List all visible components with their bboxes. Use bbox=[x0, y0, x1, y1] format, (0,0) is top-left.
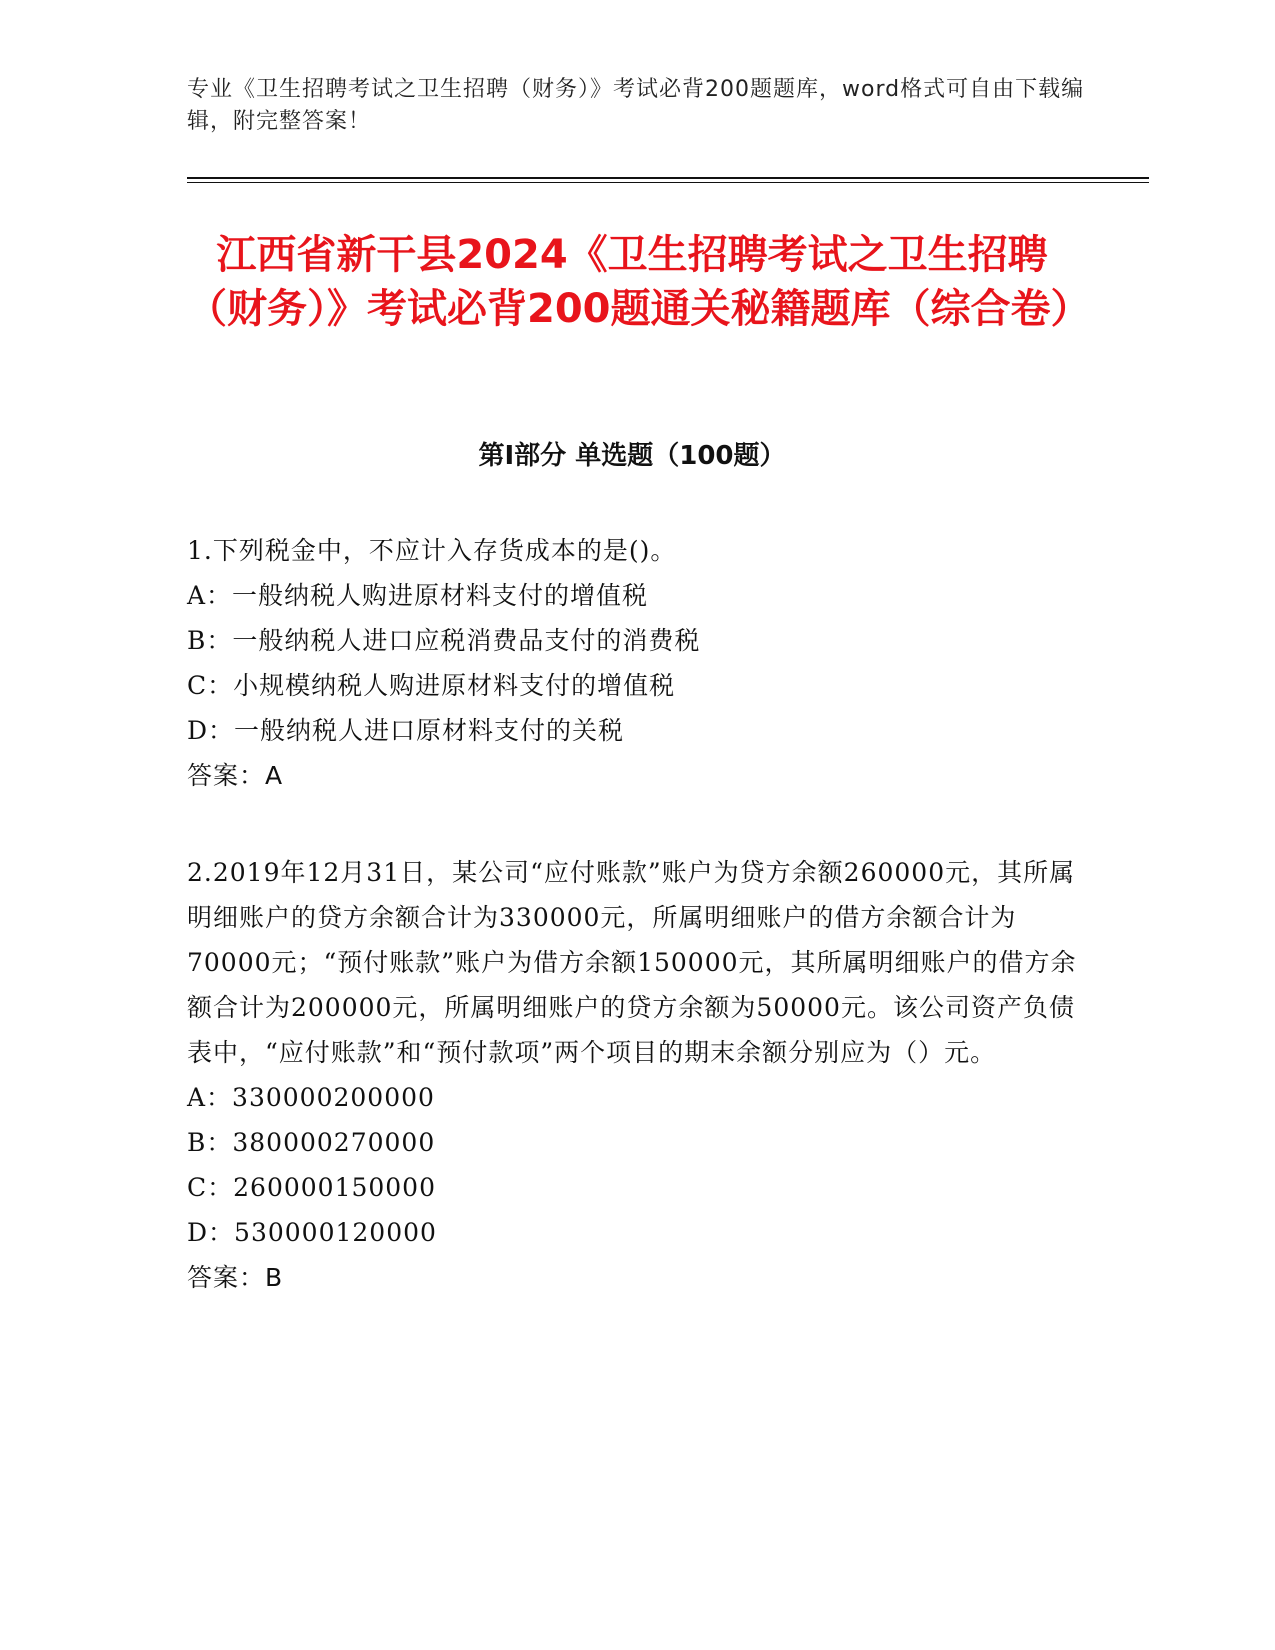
option-b: B：一般纳税人进口应税消费品支付的消费税 bbox=[187, 626, 701, 655]
option-c: C：小规模纳税人购进原材料支付的增值税 bbox=[187, 671, 676, 700]
option-d: D：530000120000 bbox=[187, 1218, 437, 1247]
option-a: A：一般纳税人购进原材料支付的增值税 bbox=[187, 581, 649, 610]
answer: 答案：A bbox=[187, 761, 284, 790]
question-list bbox=[187, 528, 1077, 1352]
header-rule-thick bbox=[187, 177, 1149, 179]
section-heading: 第Ⅰ部分 单选题（100题） bbox=[478, 441, 786, 471]
question-2 bbox=[187, 850, 1077, 1300]
option-c: C：260000150000 bbox=[187, 1173, 436, 1202]
option-d: D：一般纳税人进口原材料支付的关税 bbox=[187, 716, 625, 745]
header-note: 专业《卫生招聘考试之卫生招聘（财务）》考试必背200题题库，word格式可自由下载编辑，附完整答案！ bbox=[187, 77, 1085, 134]
header-rule-thin bbox=[187, 182, 1149, 183]
question-stem: 2.2019年12月31日，某公司“应付账款”账户为贷方余额260000元，其所属明细账户的贷方余额合计为330000元，所属明细账户的借方余额合计为70000元；“预付账款”账户为借方余额150000元，其所属明细账户的借方余额合计为200000元，所属明细账户的贷方余额为50000元。该公司资产负债表中，“应付账款”和“预付款项”两个项目的期末余额分别应为（）元。 bbox=[187, 858, 1077, 1067]
option-b: B：380000270000 bbox=[187, 1128, 436, 1157]
option-a: A：330000200000 bbox=[187, 1083, 435, 1112]
answer: 答案：B bbox=[187, 1263, 284, 1292]
document-title: 江西省新干县2024《卫生招聘考试之卫生招聘（财务）》考试必背200题通关秘籍题库（综合卷） bbox=[187, 232, 1091, 332]
question-stem: 1.下列税金中，不应计入存货成本的是()。 bbox=[187, 536, 677, 565]
question-1 bbox=[187, 528, 1077, 798]
